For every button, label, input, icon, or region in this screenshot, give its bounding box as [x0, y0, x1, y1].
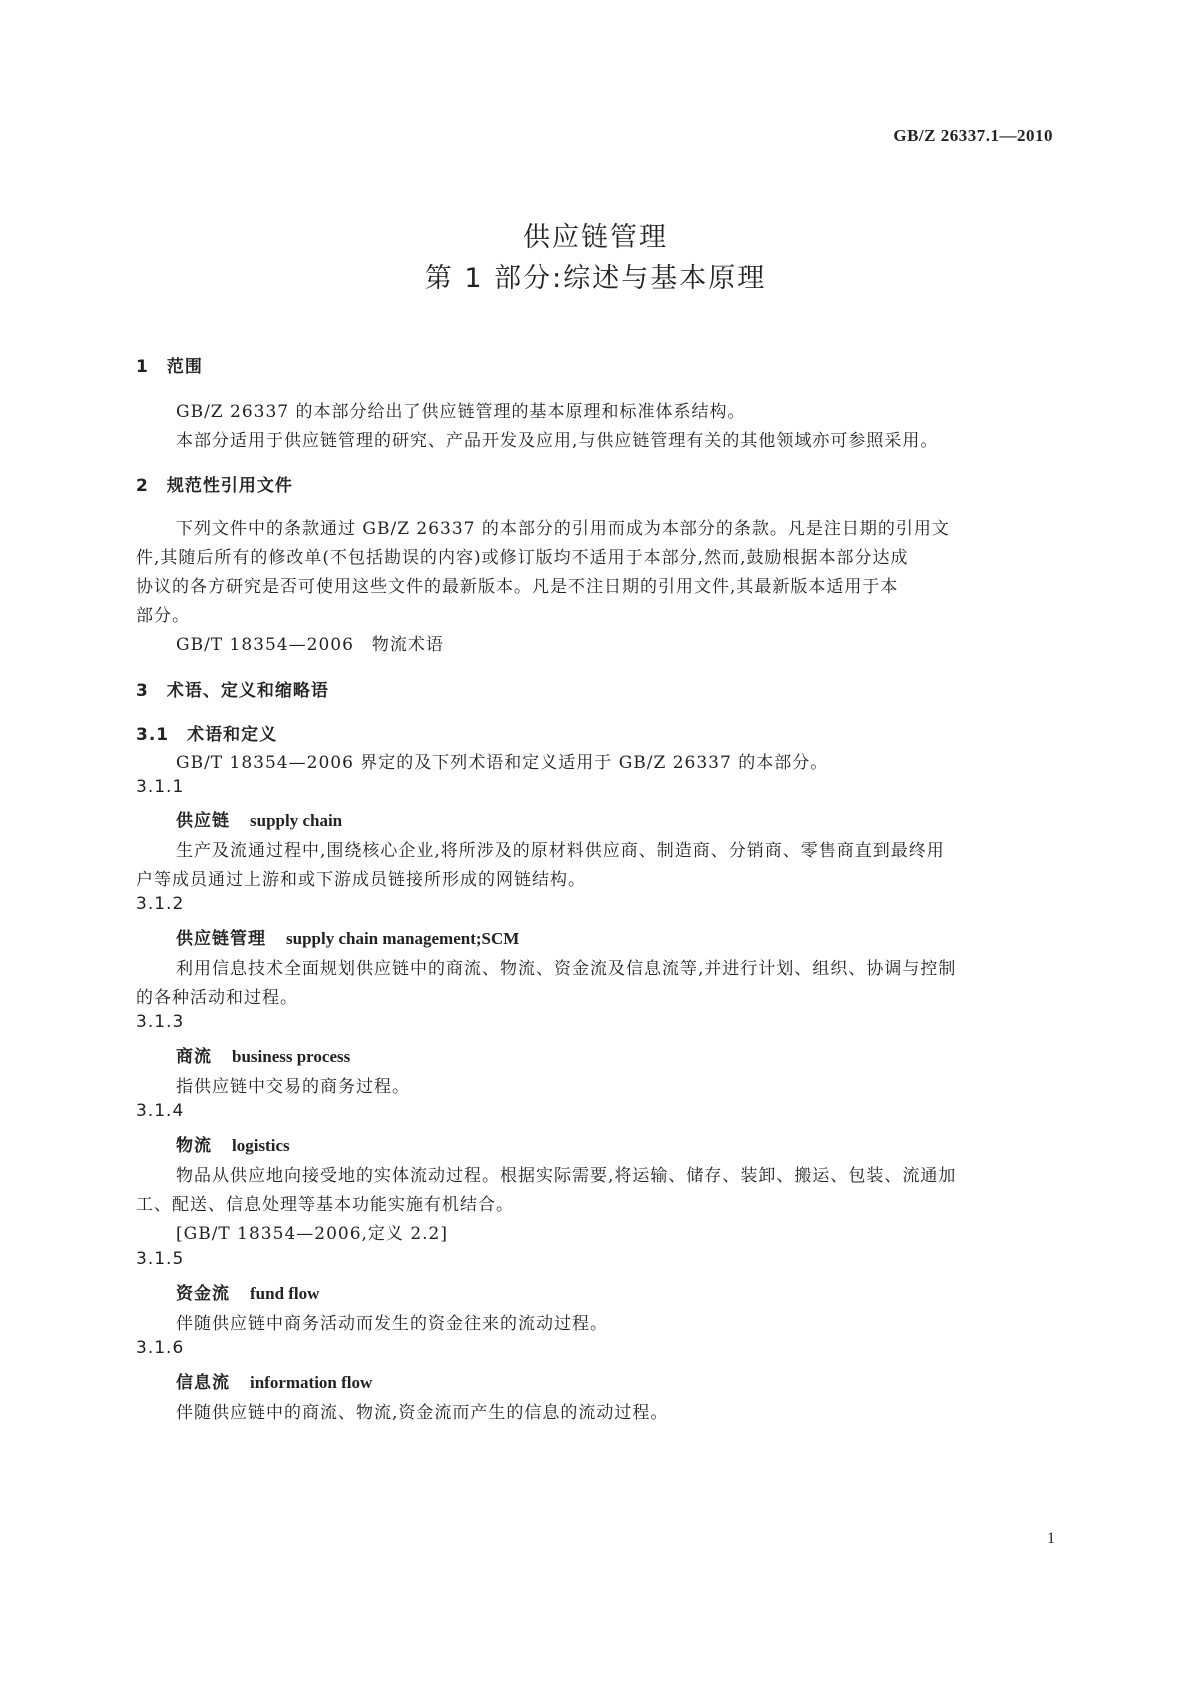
term-definition-line: 生产及流通过程中,围绕核心企业,将所涉及的原材料供应商、制造商、分销商、零售商直到最终用	[176, 841, 945, 861]
term-number: 3.1.6	[136, 1338, 185, 1358]
section-3-1-paragraph: GB/T 18354—2006 界定的及下列术语和定义适用于 GB/Z 26337 的本部分。	[176, 753, 829, 773]
term-zh: 信息流	[176, 1373, 230, 1393]
term-en: logistics	[232, 1136, 290, 1155]
section-2-paragraph-line: 下列文件中的条款通过 GB/Z 26337 的本部分的引用而成为本部分的条款。凡是注日期的引用文	[176, 519, 950, 539]
term-zh: 商流	[176, 1047, 212, 1067]
term-definition-line: 的各种活动和过程。	[136, 988, 298, 1008]
page-title: 供应链管理	[523, 222, 668, 253]
term-title	[176, 924, 519, 949]
section-1-paragraph: GB/Z 26337 的本部分给出了供应链管理的基本原理和标准体系结构。	[176, 402, 746, 422]
section-3-1-heading: 3.1 术语和定义	[136, 725, 278, 745]
term-title	[176, 1279, 319, 1304]
term-definition-line: 户等成员通过上游和或下游成员链接所形成的网链结构。	[136, 870, 586, 890]
term-en: business process	[232, 1047, 351, 1066]
term-zh: 资金流	[176, 1284, 230, 1304]
term-source: [GB/T 18354—2006,定义 2.2]	[176, 1224, 448, 1244]
section-2-paragraph-line: 协议的各方研究是否可使用这些文件的最新版本。凡是不注日期的引用文件,其最新版本适用于本	[136, 577, 899, 597]
section-2-paragraph-line: 部分。	[136, 606, 190, 626]
page-number: 1	[1047, 1530, 1055, 1547]
section-2-paragraph-line: 件,其随后所有的修改单(不包括勘误的内容)或修订版均不适用于本部分,然而,鼓励根据本部分达成	[136, 548, 909, 568]
section-1-paragraph: 本部分适用于供应链管理的研究、产品开发及应用,与供应链管理有关的其他领域亦可参照采用。	[176, 431, 939, 451]
term-en: supply chain	[250, 811, 343, 830]
page-subtitle: 第 1 部分:综述与基本原理	[424, 263, 767, 294]
term-definition-line: 伴随供应链中商务活动而发生的资金往来的流动过程。	[176, 1314, 608, 1334]
term-title	[176, 1368, 372, 1393]
term-title	[176, 1131, 290, 1156]
term-number: 3.1.3	[136, 1012, 185, 1032]
document-code: GB/Z 26337.1—2010	[893, 126, 1053, 145]
term-zh: 供应链	[176, 811, 230, 831]
term-title	[176, 806, 342, 831]
term-en: fund flow	[250, 1284, 320, 1303]
term-number: 3.1.2	[136, 894, 185, 914]
term-number: 3.1.4	[136, 1101, 185, 1121]
section-3-heading: 3 术语、定义和缩略语	[136, 681, 329, 701]
term-zh: 物流	[176, 1136, 212, 1156]
term-definition-line: 利用信息技术全面规划供应链中的商流、物流、资金流及信息流等,并进行计划、组织、协调与控制	[176, 959, 957, 979]
term-number: 3.1.1	[136, 777, 185, 797]
term-en: information flow	[250, 1373, 373, 1392]
section-1-heading: 1 范围	[136, 357, 203, 377]
term-number: 3.1.5	[136, 1249, 185, 1269]
term-definition-line: 物品从供应地向接受地的实体流动过程。根据实际需要,将运输、储存、装卸、搬运、包装、流通加	[176, 1166, 957, 1186]
term-en: supply chain management;SCM	[286, 929, 520, 948]
term-definition-line: 指供应链中交易的商务过程。	[176, 1077, 410, 1097]
term-title	[176, 1042, 350, 1067]
term-definition-line: 伴随供应链中的商流、物流,资金流而产生的信息的流动过程。	[176, 1403, 669, 1423]
term-zh: 供应链管理	[176, 929, 266, 949]
term-definition-line: 工、配送、信息处理等基本功能实施有机结合。	[136, 1195, 514, 1215]
normative-reference: GB/T 18354—2006 物流术语	[176, 635, 444, 655]
section-2-heading: 2 规范性引用文件	[136, 476, 293, 496]
